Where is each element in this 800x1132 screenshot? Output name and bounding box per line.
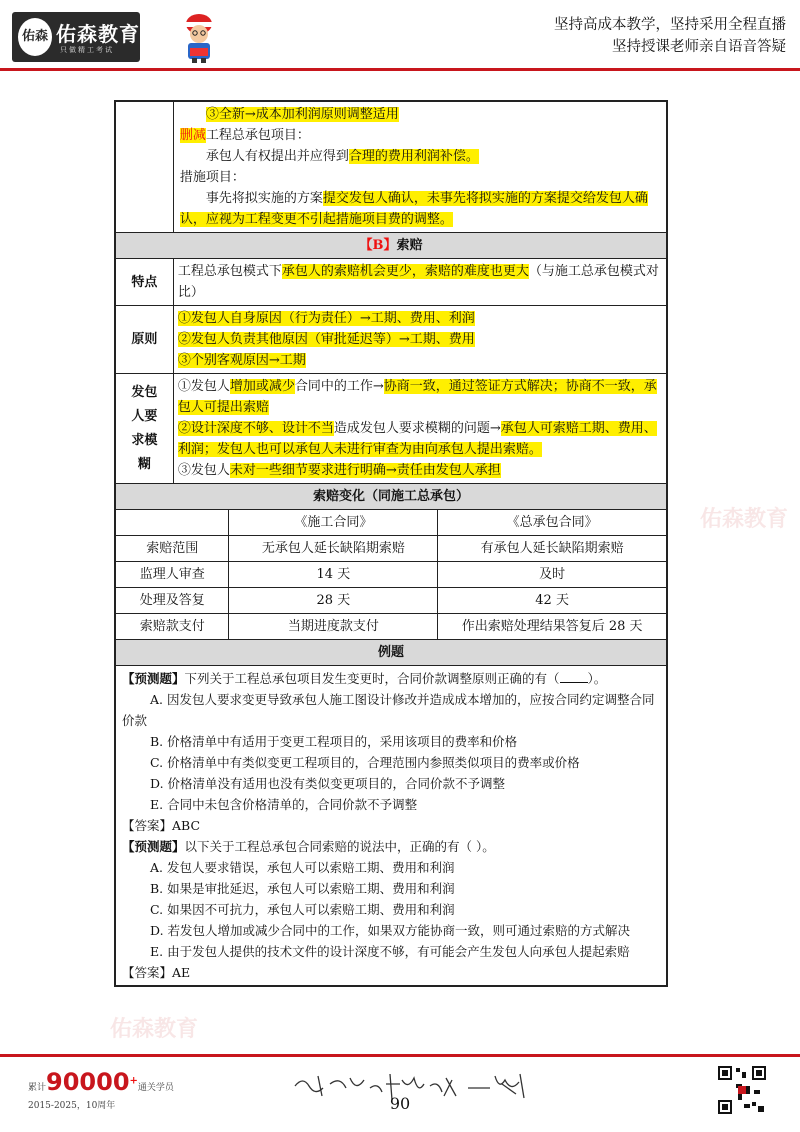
question-2: [122, 836, 660, 857]
claim-row-label: 索赔范围: [116, 536, 229, 562]
owner-requirement-label: 发包人要求模糊: [116, 374, 174, 484]
footer-divider: [0, 1054, 800, 1057]
question-option: B. 如果是审批延迟，承包人可以索赔工期、费用和利润: [150, 881, 455, 896]
claim-row-label: 处理及答复: [116, 588, 229, 614]
claim-change-row: [116, 536, 667, 562]
question-option: C. 如果因不可抗力，承包人可以索赔工期、费用和利润: [150, 902, 455, 917]
owner-item-1a: ①发包人: [177, 379, 230, 394]
features-label: 特点: [116, 259, 174, 306]
question-option: C. 价格清单中有类似变更工程项目的，合理范围内参照类似项目的费率或价格: [150, 755, 580, 770]
claim-row-value-b: 及时: [438, 562, 667, 588]
claim-change-corner: [116, 510, 229, 536]
stats-plus: +: [129, 1075, 138, 1087]
section-b-title: 索赔: [396, 238, 423, 253]
claim-row-value-a: 14 天: [229, 562, 438, 588]
claim-col-construction: 《施工合同》: [229, 510, 438, 536]
section-b-marker: 【B】: [359, 238, 397, 253]
top-block-row: [116, 102, 667, 233]
logo-subtitle: 只做精工考试: [60, 46, 114, 54]
claim-row-value-a: 当期进度款支付: [229, 614, 438, 640]
logo-name: 佑森教育: [56, 22, 140, 46]
examples-row: [116, 666, 667, 986]
claim-row-value-a: 28 天: [229, 588, 438, 614]
claim-row-value-b: 有承包人延长缺陷期索赔: [438, 536, 667, 562]
page-number: 90: [389, 1094, 411, 1113]
question-option: D. 价格清单没有适用也没有类似变更项目的，合同价款不予调整: [150, 776, 506, 791]
reasonable-compensation: 合理的费用利润补偿。: [348, 149, 479, 164]
question-1: [122, 668, 660, 689]
features-row: [116, 259, 667, 306]
slogan-line-2: 坚持授课老师亲自语音答疑: [612, 39, 786, 55]
top-block-label: [116, 102, 174, 233]
measure-item-title: 措施项目：: [179, 170, 245, 185]
owner-item-3a: ③发包人: [177, 463, 230, 478]
question-stem: 下列关于工程总承包项目发生变更时，合同价款调整原则正确的有（: [184, 671, 560, 686]
features-text-b: （与施工总承包模式对比）: [177, 264, 659, 300]
question-tag: 【预测题】: [122, 671, 185, 686]
answer-blank: [560, 682, 588, 683]
watermark: 佑森教育: [110, 1017, 199, 1042]
question-option: E. 合同中未包含价格清单的，合同价款不予调整: [150, 797, 418, 812]
question-stem-end: ）。: [587, 671, 607, 686]
examples-title: 例题: [116, 640, 667, 666]
question-option: D. 若发包人增加或减少合同中的工作，如果双方能协商一致，则可通过索赔的方式解决: [150, 923, 631, 938]
content-table: [114, 100, 668, 987]
claim-change-header: [116, 484, 667, 510]
question-stem: 以下关于工程总承包合同索赔的说法中，正确的有（ ）。: [184, 839, 495, 854]
full-new-rule: ③全新→成本加利润原则调整适用: [205, 107, 399, 122]
qr-code-icon: [716, 1064, 768, 1116]
stats-prefix: 累计: [28, 1083, 47, 1093]
owner-requirement-row: [116, 374, 667, 484]
claim-row-value-b: 作出索赔处理结果答复后 28 天: [438, 614, 667, 640]
epc-project-title: 工程总承包项目：: [205, 128, 310, 143]
claim-col-epc: 《总承包合同》: [438, 510, 667, 536]
top-block-content: [173, 102, 666, 233]
question-option: A. 因发包人要求变更导致承包人施工图设计修改并造成成本增加的，应按合同约定调整合同价款: [122, 692, 655, 728]
principle-item: ②发包人负责其他原因（审批延迟等）→工期、费用: [177, 332, 475, 347]
owner-item-2c: 承包人可索赔工期、费用、利润；发包人也可以承包人未进行审查为由向承包人提出索赔。: [177, 421, 657, 457]
principle-row: [116, 306, 667, 374]
claim-change-columns: [116, 510, 667, 536]
owner-item-3b: 未对一些细节要求进行明确→责任由发包人承担: [229, 463, 501, 478]
answer: 【答案】AE: [122, 965, 191, 980]
stats-years: 2015-2025，10周年: [28, 1101, 116, 1111]
slogan: [554, 14, 786, 58]
owner-item-1d: 协商一致，通过签证方式解决；协商不一致，承包人可提出索赔: [177, 379, 657, 415]
mascot-icon: [176, 10, 222, 64]
examples-content: [116, 666, 667, 986]
claim-row-label: 索赔款支付: [116, 614, 229, 640]
header-divider: [0, 68, 800, 71]
principle-item: ①发包人自身原因（行为责任）→工期、费用、利润: [177, 311, 475, 326]
stats-number: 90000: [46, 1068, 130, 1096]
principle-label: 原则: [116, 306, 174, 374]
claim-change-row: [116, 614, 667, 640]
owner-item-2a: ②设计深度不够、设计不当: [177, 421, 334, 436]
principle-item: ③个别客观原因→工期: [177, 353, 306, 368]
submit-confirm: 提交发包人确认，: [322, 191, 427, 206]
stats-suffix: 通关学员: [137, 1083, 174, 1093]
claim-change-title: 索赔变化（同施工总承包）: [116, 484, 667, 510]
section-b-header: [116, 233, 667, 259]
page-header: [0, 0, 800, 70]
claim-row-value-a: 无承包人延长缺陷期索赔: [229, 536, 438, 562]
claim-row-value-b: 42 天: [438, 588, 667, 614]
question-option: E. 由于发包人提供的技术文件的设计深度不够，有可能会产生发包人向承包人提起索赔: [150, 944, 630, 959]
contractor-right-text: 承包人有权提出并应得到: [205, 149, 349, 164]
principle-content: [173, 306, 666, 374]
claim-row-label: 监理人审查: [116, 562, 229, 588]
owner-item-1c: 合同中的工作→: [294, 379, 384, 394]
owner-item-1b: 增加或减少: [229, 379, 295, 394]
features-content: [173, 259, 666, 306]
question-option: A. 发包人要求错误，承包人可以索赔工期、费用和利润: [150, 860, 455, 875]
features-highlight: 承包人的索赔机会更少，索赔的难度也更大: [281, 264, 529, 279]
slogan-line-1: 坚持高成本教学，坚持采用全程直播: [554, 17, 786, 33]
question-option: B. 价格清单中有适用于变更工程项目的，采用该项目的费率和价格: [150, 734, 518, 749]
claim-change-row: [116, 588, 667, 614]
logo-mark-icon: 佑森: [18, 18, 52, 56]
answer: 【答案】ABC: [122, 818, 201, 833]
not-submitted-rule: 未事先将拟实施的方案提交给发包人确认，应视为工程变更不引起措施项目费的调整。: [179, 191, 648, 227]
claim-change-row: [116, 562, 667, 588]
brand-logo: [12, 12, 140, 62]
features-text-a: 工程总承包模式下: [177, 264, 282, 279]
owner-item-2b: 造成发包人要求模糊的问题→: [333, 421, 501, 436]
question-tag: 【预测题】: [122, 839, 185, 854]
measure-plan-text: 事先将拟实施的方案: [205, 191, 323, 206]
examples-header: [116, 640, 667, 666]
deleted-tag: 删减: [179, 128, 206, 143]
owner-requirement-content: [173, 374, 666, 484]
watermark: 佑森教育: [700, 507, 789, 532]
